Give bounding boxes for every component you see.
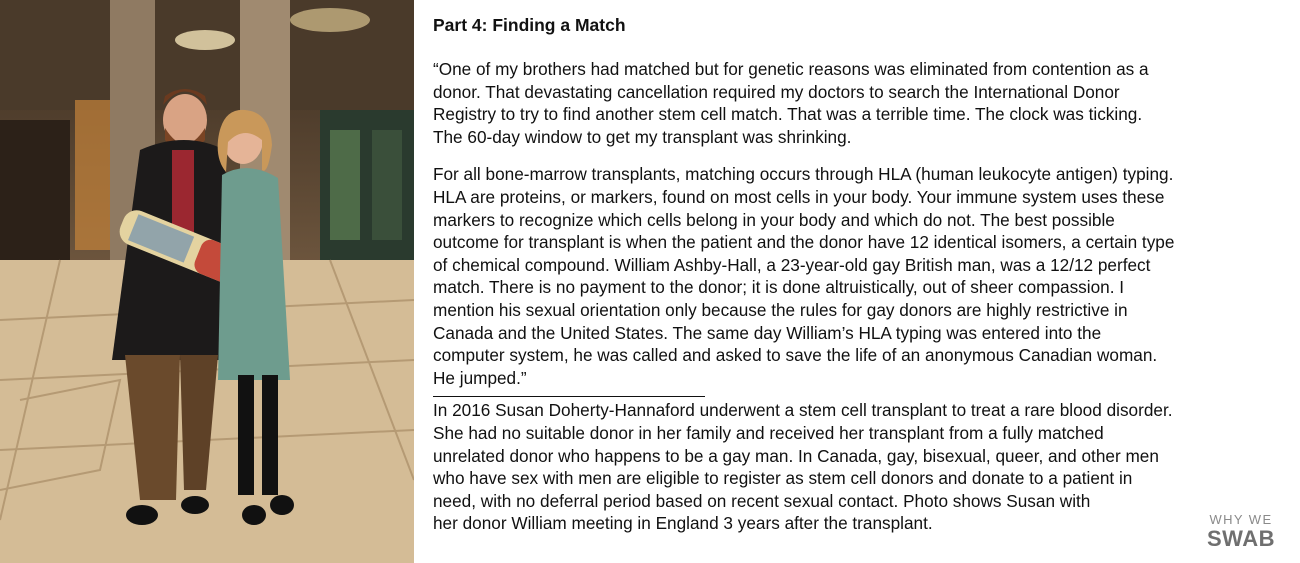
logo-line-2: SWAB	[1207, 526, 1275, 551]
article-heading: Part 4: Finding a Match	[433, 15, 626, 35]
quote-paragraph: “One of my brothers had matched but for genetic reasons was eliminated from contention as a donor. That devastating cancellation required my doctors to search the International Donor Registry to try to find another stem cell match. That was a terrible time. The clock was ticking. The 60-day window to get my transplant was shrinking.	[433, 59, 1149, 147]
donor-meeting-photo	[0, 0, 414, 563]
photo-illustration	[0, 0, 414, 563]
article-text	[433, 14, 1285, 535]
logo-line-1: WHY WE	[1209, 512, 1273, 527]
photo-caption: In 2016 Susan Doherty-Hannaford underwent a stem cell transplant to treat a rare blood disorder. She had no suitable donor in her family and received her transplant from a fully matched unrelated donor who happens to be a gay man. In Canada, gay, bisexual, queer, and other men who have sex with men are eligible to register as stem cell donors and donate to a patient in need, with no deferral period based on recent sexual contact. Photo shows Susan with her donor William meeting in England 3 years after the transplant.	[433, 400, 1173, 534]
quote-paragraph: For all bone-marrow transplants, matching occurs through HLA (human leukocyte antigen) typing. HLA are proteins, or markers, found on most cells in your body. Your immune system uses these markers to recognize which cells belong in your body and which do not. The best possible outcome for transplant is when the patient and the donor have 12 identical isomers, a certain type of chemical compound. William Ashby-Hall, a 23-year-old gay British man, was a 12/12 perfect match. There is no payment to the donor; it is done altruistically, out of sheer compassion. I mention his sexual orientation only because the rules for gay donors are highly restrictive in Canada and the United States. The same day William’s HLA typing was entered into the computer system, he was called and asked to save the life of an anonymous Canadian woman. He jumped.”	[433, 164, 1175, 388]
why-we-swab-logo	[1200, 513, 1282, 551]
